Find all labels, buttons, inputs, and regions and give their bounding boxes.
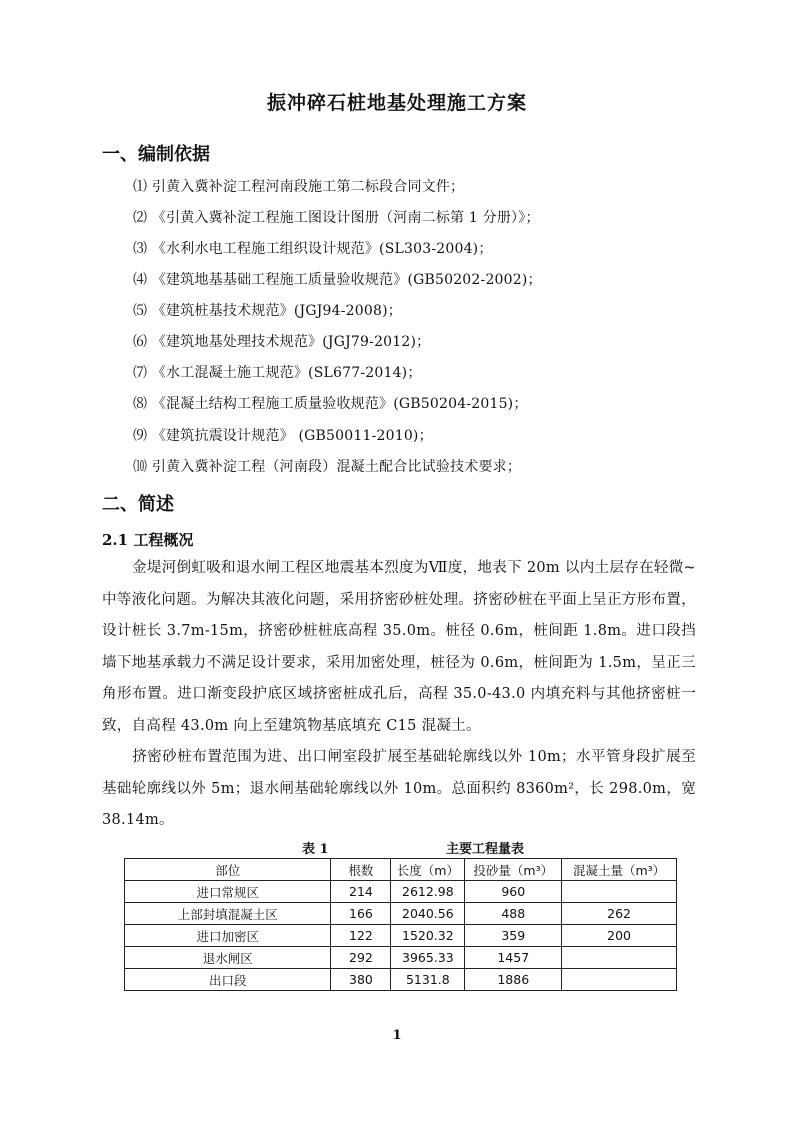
table-cell: 1457 xyxy=(465,947,562,969)
table-cell: 359 xyxy=(465,925,562,947)
table-header-cell: 长度（m） xyxy=(391,859,465,881)
reference-item: ⑶ 《水利水电工程施工组织设计规范》(SL303-2004)； xyxy=(133,241,493,257)
reference-item: ⑼ 《建筑抗震设计规范》 (GB50011-2010)； xyxy=(133,428,433,444)
table-cell: 1886 xyxy=(465,969,562,991)
table-cell: 退水闸区 xyxy=(125,947,331,969)
table-header-cell: 部位 xyxy=(125,859,331,881)
table-row xyxy=(125,881,677,903)
table-cell: 进口加密区 xyxy=(125,925,331,947)
table-cell: 292 xyxy=(331,947,391,969)
reference-item: ⑺ 《水工混凝土施工规范》(SL677-2014)； xyxy=(133,365,422,381)
reference-item: ⑻ 《混凝土结构工程施工质量验收规范》(GB50204-2015)； xyxy=(133,396,528,412)
table-header-row xyxy=(125,859,677,881)
table-cell: 1520.32 xyxy=(391,925,465,947)
table-header-cell: 投砂量（m³） xyxy=(465,859,562,881)
table-row xyxy=(125,903,677,925)
reference-item: ⑸ 《建筑桩基技术规范》(JGJ94-2008)； xyxy=(133,303,402,319)
table-cell: 960 xyxy=(465,881,562,903)
reference-item: ⑴ 引黄入冀补淀工程河南段施工第二标段合同文件； xyxy=(133,179,465,195)
table-cell: 200 xyxy=(562,925,677,947)
table-number: 表 1 xyxy=(302,842,329,857)
table-cell: 2612.98 xyxy=(391,881,465,903)
table-cell: 出口段 xyxy=(125,969,331,991)
document-title: 振冲碎石桩地基处理施工方案 xyxy=(266,92,527,114)
table-cell: 2040.56 xyxy=(391,903,465,925)
scope-paragraph xyxy=(102,742,696,837)
table-cell: 214 xyxy=(331,881,391,903)
table-cell: 166 xyxy=(331,903,391,925)
table-cell: 122 xyxy=(331,925,391,947)
section-heading-overview: 二、简述 xyxy=(102,494,174,515)
section-heading-basis: 一、编制依据 xyxy=(102,144,210,165)
table-cell: 进口常规区 xyxy=(125,881,331,903)
table-cell xyxy=(562,881,677,903)
table-cell: 380 xyxy=(331,969,391,991)
table-cell: 262 xyxy=(562,903,677,925)
reference-item: ⑽ 引黄入冀补淀工程（河南段）混凝土配合比试验技术要求； xyxy=(133,459,522,475)
overview-paragraph-text: 金堤河倒虹吸和退水闸工程区地震基本烈度为Ⅶ度，地表下 20m 以内土层存在轻微~中等液化问题。为解决其液化问题，采用挤密砂桩处理。挤密砂桩在平面上呈正方形布置，设计桩长 3.7m-15m，挤密砂桩桩底高程 35.0m。桩径 0.6m，桩间距 1.8m。进口段挡墙下地基承载力不满足设计要求，采用加密处理，桩径为 0.6m，桩间距为 1.5m，呈正三角形布置。进口渐变段护底区域挤密桩成孔后，高程 35.0-43.0 内填充料与其他挤密桩一致，自高程 43.0m 向上至建筑物基底填充 C15 混凝土。 xyxy=(102,560,696,734)
quantity-table xyxy=(124,858,677,991)
page-number: 1 xyxy=(392,1028,402,1043)
reference-item: ⑵ 《引黄入冀补淀工程施工图设计图册（河南二标第 1 分册）》； xyxy=(133,210,540,226)
table-header-cell: 混凝土量（m³） xyxy=(562,859,677,881)
table-cell: 5131.8 xyxy=(391,969,465,991)
table-cell: 488 xyxy=(465,903,562,925)
table-cell: 上部封填混凝土区 xyxy=(125,903,331,925)
table-cell xyxy=(562,969,677,991)
table-cell xyxy=(562,947,677,969)
overview-paragraph xyxy=(102,553,696,742)
table-header-cell: 根数 xyxy=(331,859,391,881)
subsection-heading: 2.1 工程概况 xyxy=(102,531,194,549)
table-row xyxy=(125,947,677,969)
table-cell: 3965.33 xyxy=(391,947,465,969)
scope-paragraph-text: 挤密砂桩布置范围为进、出口闸室段扩展至基础轮廓线以外 10m；水平管身段扩展至基础轮廓线以外 5m；退水闸基础轮廓线以外 10m。总面积约 8360m²，长 298.0m，宽 38.14m。 xyxy=(102,749,696,828)
reference-item: ⑷ 《建筑地基基础工程施工质量验收规范》(GB50202-2002)； xyxy=(133,272,542,288)
table-title: 主要工程量表 xyxy=(446,842,525,857)
table-row xyxy=(125,925,677,947)
reference-item: ⑹ 《建筑地基处理技术规范》(JGJ79-2012)； xyxy=(133,334,431,350)
table-row xyxy=(125,969,677,991)
